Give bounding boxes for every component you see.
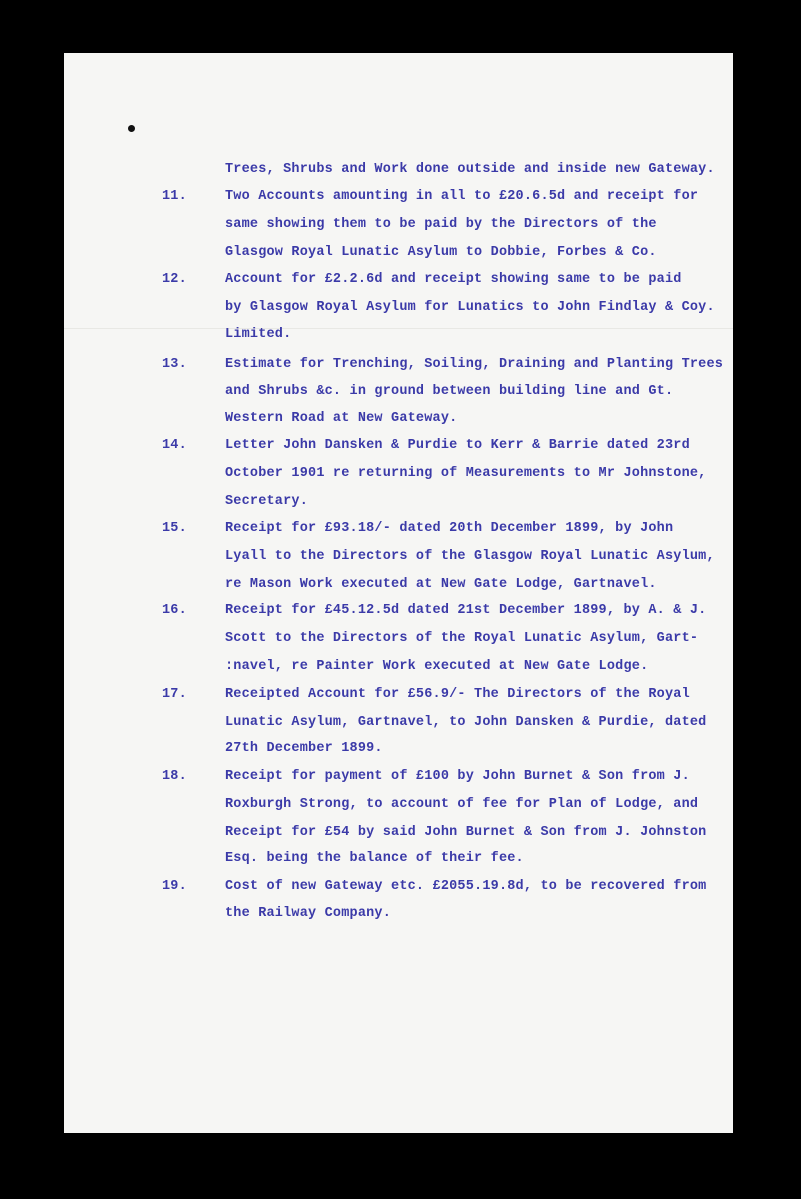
item-line: Lunatic Asylum, Gartnavel, to John Dansken & Purdie, dated bbox=[225, 715, 707, 730]
item-line: by Glasgow Royal Asylum for Lunatics to John Findlay & Coy. bbox=[225, 300, 715, 315]
item-line: October 1901 re returning of Measurements to Mr Johnstone, bbox=[225, 466, 707, 481]
item-line: Letter John Dansken & Purdie to Kerr & Barrie dated 23rd bbox=[225, 438, 690, 453]
item-line: Scott to the Directors of the Royal Lunatic Asylum, Gart- bbox=[225, 631, 699, 646]
item-number: 15. bbox=[162, 521, 187, 536]
paper-fold-line bbox=[64, 328, 733, 329]
item-line: the Railway Company. bbox=[225, 906, 392, 921]
item-line: Receipt for payment of £100 by John Burnet & Son from J. bbox=[225, 769, 690, 784]
item-number: 14. bbox=[162, 438, 187, 453]
item-number: 12. bbox=[162, 272, 187, 287]
item-number: 18. bbox=[162, 769, 187, 784]
item-line: Secretary. bbox=[225, 494, 309, 509]
item-line: 27th December 1899. bbox=[225, 741, 383, 756]
item-line: Receipt for £54 by said John Burnet & Son from J. Johnston bbox=[225, 825, 707, 840]
item-line: Account for £2.2.6d and receipt showing same to be paid bbox=[225, 272, 682, 287]
item-line: and Shrubs &c. in ground between building line and Gt. bbox=[225, 384, 674, 399]
item-line: re Mason Work executed at New Gate Lodge, Gartnavel. bbox=[225, 577, 657, 592]
item-line: Western Road at New Gateway. bbox=[225, 411, 458, 426]
punch-hole bbox=[128, 125, 135, 132]
item-number: 19. bbox=[162, 879, 187, 894]
item-line: Limited. bbox=[225, 327, 292, 342]
item-line: Receipt for £45.12.5d dated 21st December 1899, by A. & J. bbox=[225, 603, 707, 618]
opening-line: Trees, Shrubs and Work done outside and inside new Gateway. bbox=[225, 162, 715, 177]
item-line: Lyall to the Directors of the Glasgow Royal Lunatic Asylum, bbox=[225, 549, 715, 564]
item-line: Glasgow Royal Lunatic Asylum to Dobbie, Forbes & Co. bbox=[225, 245, 657, 260]
item-line: same showing them to be paid by the Directors of the bbox=[225, 217, 657, 232]
item-number: 11. bbox=[162, 189, 187, 204]
document-page bbox=[64, 53, 733, 1133]
item-line: Receipted Account for £56.9/- The Directors of the Royal bbox=[225, 687, 690, 702]
item-line: Roxburgh Strong, to account of fee for Plan of Lodge, and bbox=[225, 797, 699, 812]
item-number: 13. bbox=[162, 357, 187, 372]
item-line: Estimate for Trenching, Soiling, Draining and Planting Trees bbox=[225, 357, 724, 372]
item-line: Esq. being the balance of their fee. bbox=[225, 851, 524, 866]
item-line: Cost of new Gateway etc. £2055.19.8d, to be recovered from bbox=[225, 879, 707, 894]
item-number: 16. bbox=[162, 603, 187, 618]
item-line: Receipt for £93.18/- dated 20th December 1899, by John bbox=[225, 521, 674, 536]
item-line: :navel, re Painter Work executed at New Gate Lodge. bbox=[225, 659, 649, 674]
item-line: Two Accounts amounting in all to £20.6.5d and receipt for bbox=[225, 189, 699, 204]
item-number: 17. bbox=[162, 687, 187, 702]
